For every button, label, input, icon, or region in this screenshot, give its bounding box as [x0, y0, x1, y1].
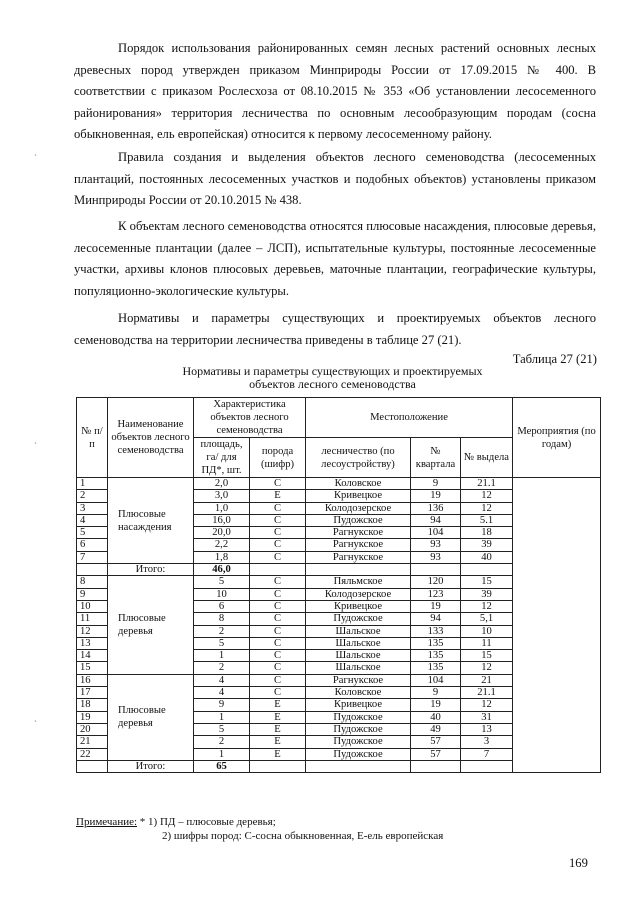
table-body [77, 478, 601, 773]
cell-num [77, 564, 108, 576]
cell-quarter: 49 [411, 723, 461, 735]
cell-quarter: 135 [411, 650, 461, 662]
cell-forestry: Шальское [306, 662, 411, 674]
total-value: 65 [194, 760, 250, 772]
cell-forestry: Колодозерское [306, 588, 411, 600]
cell-area: 1 [194, 650, 250, 662]
cell-num: 2 [77, 490, 108, 502]
cell-area: 4 [194, 687, 250, 699]
cell-species: Е [250, 711, 306, 723]
cell-num: 18 [77, 699, 108, 711]
seed-objects-table [76, 397, 601, 773]
cell-num: 14 [77, 650, 108, 662]
cell-plot: 18 [461, 527, 513, 539]
cell-num: 17 [77, 687, 108, 699]
cell-quarter: 120 [411, 576, 461, 588]
cell-num: 5 [77, 527, 108, 539]
scan-mark: ˏ [34, 712, 37, 722]
cell-object-name: Плюсовые насаждения [108, 478, 194, 564]
cell-species: Е [250, 699, 306, 711]
cell-quarter: 9 [411, 478, 461, 490]
cell-species: С [250, 551, 306, 563]
cell-num: 4 [77, 514, 108, 526]
cell-forestry: Коловское [306, 478, 411, 490]
cell-forestry: Рагнукское [306, 539, 411, 551]
cell-forestry: Пудожское [306, 723, 411, 735]
cell-species: С [250, 478, 306, 490]
cell-num: 11 [77, 613, 108, 625]
cell-area: 1,0 [194, 502, 250, 514]
paragraph-table-reference: Нормативы и параметры существующих и проектируемых объектов лесного семеноводства на территории лесничества приведены в таблице 27 (21). [74, 311, 596, 347]
cell-quarter: 123 [411, 588, 461, 600]
header-location: Местоположение [306, 398, 513, 438]
note-line-2: 2) шифры пород: С-сосна обыкновенная, Е-ель европейская [162, 829, 444, 842]
header-plot: № выдела [461, 438, 513, 478]
cell-quarter: 57 [411, 736, 461, 748]
cell-num: 15 [77, 662, 108, 674]
cell-forestry: Пудожское [306, 711, 411, 723]
cell-num: 13 [77, 637, 108, 649]
cell-empty [250, 760, 306, 772]
cell-area: 5 [194, 637, 250, 649]
cell-quarter: 94 [411, 613, 461, 625]
cell-plot: 21.1 [461, 478, 513, 490]
cell-species: С [250, 600, 306, 612]
cell-area: 4 [194, 674, 250, 686]
cell-species: С [250, 613, 306, 625]
paragraph-seed-rules: Правила создания и выделения объектов лесного семеноводства (лесосеменных плантаций, постоянных лесосеменных участков и подобных объектов) установлены приказом Минприроды России от 20.10.2015 № 438. [74, 150, 596, 208]
cell-num: 12 [77, 625, 108, 637]
cell-forestry: Рагнукское [306, 527, 411, 539]
note-line-1: * 1) ПД – плюсовые деревья; [139, 816, 276, 828]
cell-quarter: 135 [411, 637, 461, 649]
cell-quarter: 93 [411, 551, 461, 563]
cell-empty [461, 760, 513, 772]
table-title: Нормативы и параметры существующих и проектируемых объектов лесного семеноводства [182, 364, 483, 391]
cell-species: С [250, 637, 306, 649]
header-forestry: лесничество (по лесоустройству) [306, 438, 411, 478]
cell-forestry: Шальское [306, 637, 411, 649]
header-name: Наименование объектов лесного семеноводства [108, 398, 194, 478]
cell-plot: 12 [461, 502, 513, 514]
cell-forestry: Пяльмское [306, 576, 411, 588]
cell-forestry: Пудожское [306, 748, 411, 760]
cell-area: 2 [194, 736, 250, 748]
cell-quarter: 104 [411, 527, 461, 539]
cell-species: С [250, 662, 306, 674]
cell-quarter: 94 [411, 514, 461, 526]
cell-num: 19 [77, 711, 108, 723]
cell-empty [306, 564, 411, 576]
cell-num: 9 [77, 588, 108, 600]
cell-plot: 40 [461, 551, 513, 563]
header-measures: Мероприятия (по годам) [513, 398, 601, 478]
cell-forestry: Коловское [306, 687, 411, 699]
cell-object-name: Плюсовые деревья [108, 576, 194, 674]
cell-num [77, 760, 108, 772]
total-value: 46,0 [194, 564, 250, 576]
table-row [77, 478, 601, 490]
cell-plot: 21.1 [461, 687, 513, 699]
cell-forestry: Рагнукское [306, 551, 411, 563]
cell-species: С [250, 674, 306, 686]
cell-area: 16,0 [194, 514, 250, 526]
cell-forestry: Кривецкое [306, 490, 411, 502]
cell-plot: 15 [461, 650, 513, 662]
cell-plot: 10 [461, 625, 513, 637]
cell-measures [513, 478, 601, 773]
cell-forestry: Рагнукское [306, 674, 411, 686]
cell-area: 2,0 [194, 478, 250, 490]
cell-area: 8 [194, 613, 250, 625]
cell-quarter: 104 [411, 674, 461, 686]
cell-forestry: Шальское [306, 625, 411, 637]
cell-species: С [250, 527, 306, 539]
cell-species: Е [250, 723, 306, 735]
cell-forestry: Колодозерское [306, 502, 411, 514]
cell-quarter: 9 [411, 687, 461, 699]
cell-species: С [250, 687, 306, 699]
cell-empty [250, 564, 306, 576]
scan-mark: ˏ [34, 434, 37, 444]
cell-quarter: 136 [411, 502, 461, 514]
cell-area: 2 [194, 625, 250, 637]
cell-quarter: 19 [411, 600, 461, 612]
cell-quarter: 133 [411, 625, 461, 637]
cell-forestry: Пудожское [306, 514, 411, 526]
paragraph-seed-zoning: Порядок использования районированных семян лесных растений основных лесных древесных пород утвержден приказом Минприроды России от 17.09.2015 № 400. В соответствии с приказом Рослесхоза от 08.10.2015 № 353 «Об установлении лесосеменного районирования» территория лесничества по основным лесообразующим породам (сосна обыкновенная, ель европейская) относится к первому лесосеменному району. [74, 41, 596, 142]
cell-species: С [250, 576, 306, 588]
table-note [76, 816, 443, 843]
cell-num: 8 [77, 576, 108, 588]
cell-species: С [250, 650, 306, 662]
cell-quarter: 93 [411, 539, 461, 551]
cell-num: 3 [77, 502, 108, 514]
cell-area: 1,8 [194, 551, 250, 563]
note-label: Примечание: [76, 816, 138, 828]
cell-plot: 12 [461, 490, 513, 502]
cell-plot: 11 [461, 637, 513, 649]
cell-plot: 15 [461, 576, 513, 588]
cell-area: 9 [194, 699, 250, 711]
cell-quarter: 19 [411, 699, 461, 711]
header-characteristic: Характеристика объектов лесного семеноводства [194, 398, 306, 438]
cell-empty [461, 564, 513, 576]
header-num: № п/п [77, 398, 108, 478]
cell-object-name: Плюсовые деревья [108, 674, 194, 760]
cell-num: 7 [77, 551, 108, 563]
cell-empty [411, 564, 461, 576]
header-quarter: № квартала [411, 438, 461, 478]
cell-species: Е [250, 736, 306, 748]
cell-quarter: 19 [411, 490, 461, 502]
cell-forestry: Кривецкое [306, 600, 411, 612]
cell-forestry: Пудожское [306, 613, 411, 625]
header-species: порода (шифр) [250, 438, 306, 478]
total-label: Итого: [108, 760, 194, 772]
cell-forestry: Пудожское [306, 736, 411, 748]
cell-area: 5 [194, 576, 250, 588]
table-caption: Таблица 27 (21) [512, 352, 597, 366]
cell-area: 5 [194, 723, 250, 735]
cell-plot: 13 [461, 723, 513, 735]
cell-num: 16 [77, 674, 108, 686]
cell-area: 20,0 [194, 527, 250, 539]
cell-area: 2,2 [194, 539, 250, 551]
cell-species: С [250, 502, 306, 514]
cell-quarter: 57 [411, 748, 461, 760]
cell-plot: 39 [461, 539, 513, 551]
cell-plot: 12 [461, 600, 513, 612]
cell-species: С [250, 514, 306, 526]
cell-num: 1 [77, 478, 108, 490]
cell-num: 20 [77, 723, 108, 735]
page-number: 169 [569, 856, 588, 870]
cell-species: Е [250, 490, 306, 502]
cell-plot: 12 [461, 699, 513, 711]
cell-quarter: 135 [411, 662, 461, 674]
cell-num: 21 [77, 736, 108, 748]
cell-area: 1 [194, 711, 250, 723]
cell-quarter: 40 [411, 711, 461, 723]
cell-area: 3,0 [194, 490, 250, 502]
cell-empty [411, 760, 461, 772]
cell-plot: 31 [461, 711, 513, 723]
header-area: площадь, га/ для ПД*, шт. [194, 438, 250, 478]
cell-num: 10 [77, 600, 108, 612]
cell-forestry: Кривецкое [306, 699, 411, 711]
paragraph-seed-objects: К объектам лесного семеноводства относятся плюсовые насаждения, плюсовые деревья, лесосеменные плантации (далее – ЛСП), испытательные культуры, постоянные лесосеменные участки, архивы клонов плюсовых деревьев, маточные плантации, географические культуры, популяционно-экологические культуры. [74, 219, 596, 298]
cell-plot: 21 [461, 674, 513, 686]
cell-num: 6 [77, 539, 108, 551]
cell-species: С [250, 625, 306, 637]
cell-area: 2 [194, 662, 250, 674]
cell-plot: 5,1 [461, 613, 513, 625]
cell-num: 22 [77, 748, 108, 760]
cell-plot: 39 [461, 588, 513, 600]
cell-plot: 12 [461, 662, 513, 674]
cell-plot: 3 [461, 736, 513, 748]
cell-empty [306, 760, 411, 772]
scan-mark: ˏ [34, 146, 37, 156]
cell-area: 1 [194, 748, 250, 760]
cell-area: 10 [194, 588, 250, 600]
total-label: Итого: [108, 564, 194, 576]
cell-species: Е [250, 748, 306, 760]
cell-plot: 5.1 [461, 514, 513, 526]
cell-species: С [250, 588, 306, 600]
cell-plot: 7 [461, 748, 513, 760]
cell-forestry: Шальское [306, 650, 411, 662]
cell-area: 6 [194, 600, 250, 612]
cell-species: С [250, 539, 306, 551]
